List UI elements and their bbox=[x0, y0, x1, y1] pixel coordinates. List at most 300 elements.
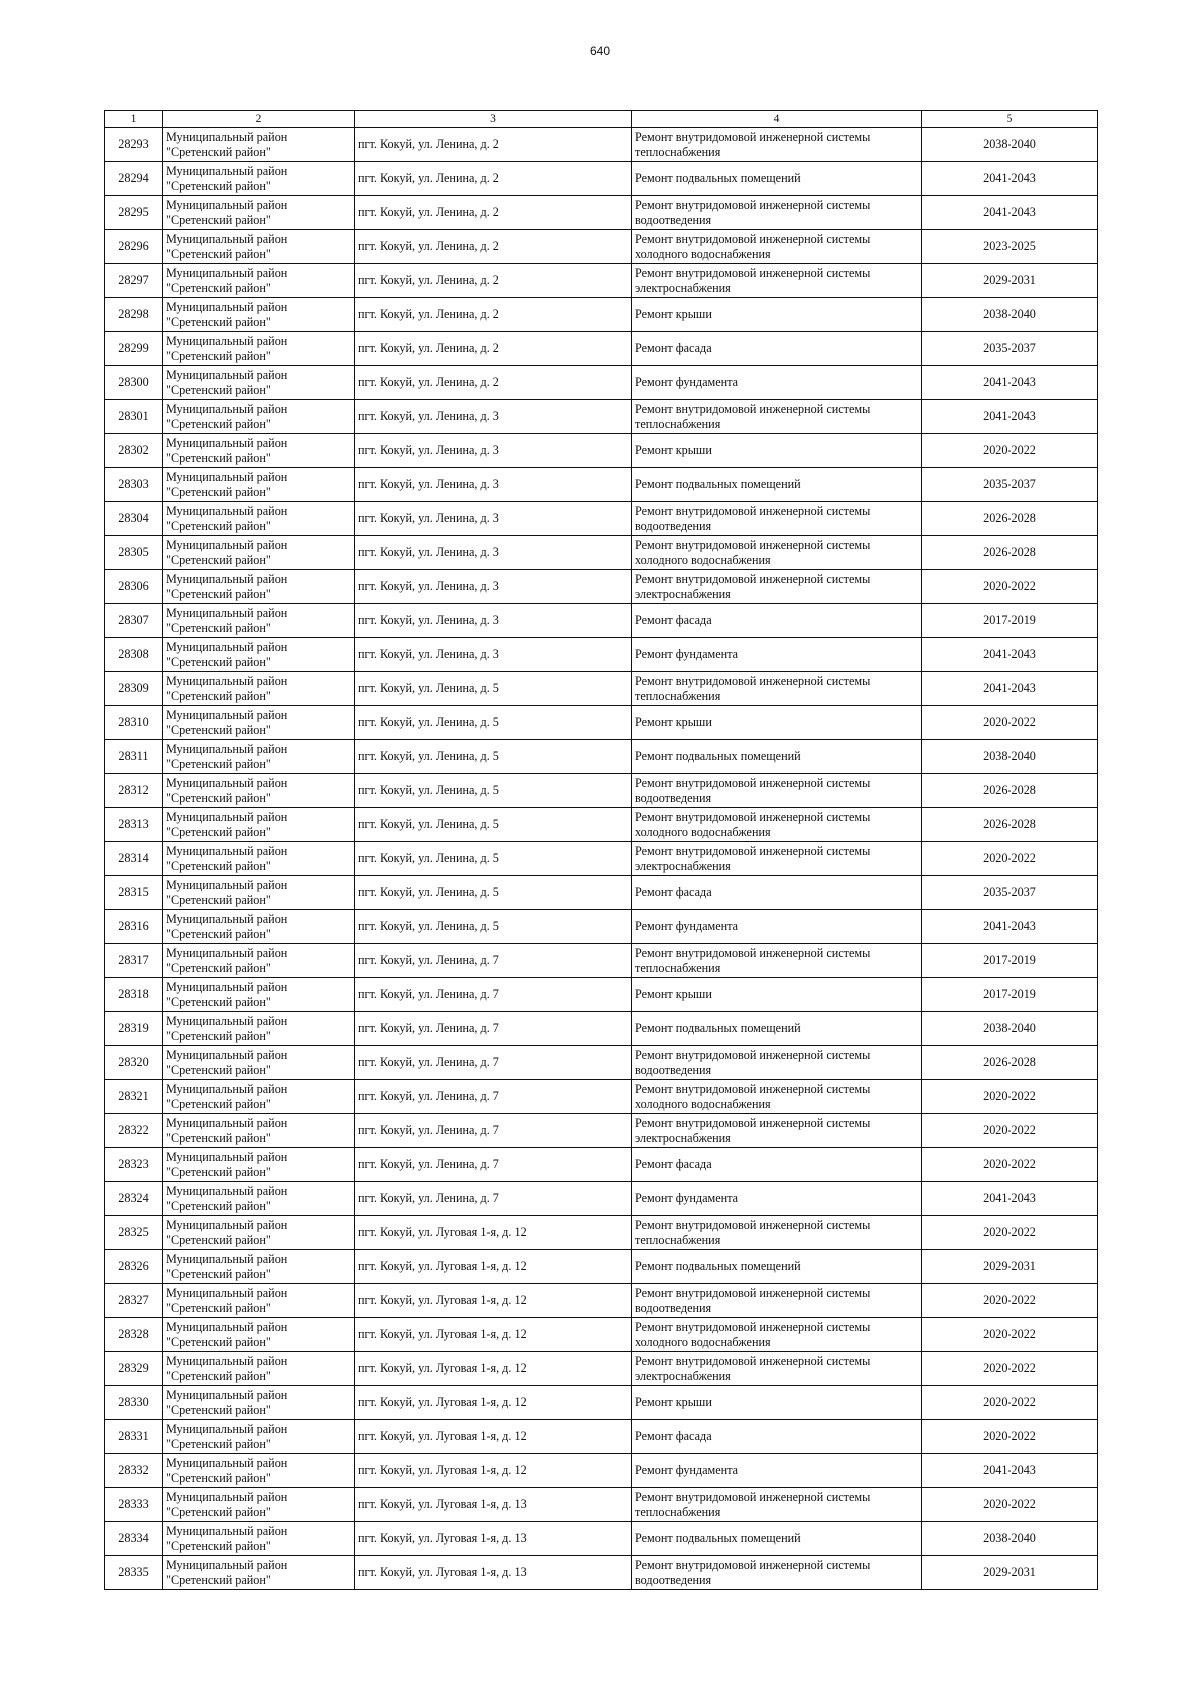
municipal-district bbox=[163, 1352, 355, 1386]
table-row bbox=[105, 1284, 1098, 1318]
district-name-line: "Сретенский район" bbox=[166, 552, 271, 567]
district-name-line: "Сретенский район" bbox=[166, 1300, 271, 1315]
building-address: пгт. Кокуй, ул. Ленина, д. 5 bbox=[355, 672, 632, 706]
district-type-line: Муниципальный район bbox=[166, 673, 288, 688]
record-number: 28331 bbox=[105, 1420, 163, 1454]
building-address: пгт. Кокуй, ул. Ленина, д. 5 bbox=[355, 740, 632, 774]
municipal-district bbox=[163, 1080, 355, 1114]
building-address: пгт. Кокуй, ул. Ленина, д. 2 bbox=[355, 162, 632, 196]
building-address: пгт. Кокуй, ул. Ленина, д. 7 bbox=[355, 1080, 632, 1114]
building-address: пгт. Кокуй, ул. Луговая 1-я, д. 12 bbox=[355, 1352, 632, 1386]
municipal-district bbox=[163, 910, 355, 944]
municipal-district bbox=[163, 1046, 355, 1080]
building-address: пгт. Кокуй, ул. Луговая 1-я, д. 12 bbox=[355, 1420, 632, 1454]
building-address: пгт. Кокуй, ул. Ленина, д. 2 bbox=[355, 298, 632, 332]
column-header-3: 3 bbox=[355, 111, 632, 128]
district-type-line: Муниципальный район bbox=[166, 265, 288, 280]
municipal-district bbox=[163, 774, 355, 808]
column-header-2: 2 bbox=[163, 111, 355, 128]
repair-work-type: Ремонт внутридомовой инженерной системы теплоснабжения bbox=[632, 672, 922, 706]
building-address: пгт. Кокуй, ул. Луговая 1-я, д. 12 bbox=[355, 1386, 632, 1420]
table-row bbox=[105, 468, 1098, 502]
repair-work-type: Ремонт фундамента bbox=[632, 1182, 922, 1216]
municipal-district bbox=[163, 1556, 355, 1590]
planned-period: 2038-2040 bbox=[922, 1012, 1098, 1046]
table-row bbox=[105, 774, 1098, 808]
district-name-line: "Сретенский район" bbox=[166, 1096, 271, 1111]
district-name-line: "Сретенский район" bbox=[166, 348, 271, 363]
record-number: 28318 bbox=[105, 978, 163, 1012]
municipal-district bbox=[163, 978, 355, 1012]
table-row bbox=[105, 570, 1098, 604]
district-type-line: Муниципальный район bbox=[166, 775, 288, 790]
record-number: 28297 bbox=[105, 264, 163, 298]
table-row bbox=[105, 332, 1098, 366]
record-number: 28327 bbox=[105, 1284, 163, 1318]
planned-period: 2020-2022 bbox=[922, 1216, 1098, 1250]
table-row bbox=[105, 298, 1098, 332]
municipal-district bbox=[163, 230, 355, 264]
building-address: пгт. Кокуй, ул. Луговая 1-я, д. 12 bbox=[355, 1284, 632, 1318]
repair-work-type: Ремонт внутридомовой инженерной системы водоотведения bbox=[632, 1284, 922, 1318]
district-name-line: "Сретенский район" bbox=[166, 450, 271, 465]
record-number: 28296 bbox=[105, 230, 163, 264]
record-number: 28335 bbox=[105, 1556, 163, 1590]
planned-period: 2041-2043 bbox=[922, 638, 1098, 672]
building-address: пгт. Кокуй, ул. Ленина, д. 7 bbox=[355, 1046, 632, 1080]
planned-period: 2038-2040 bbox=[922, 1522, 1098, 1556]
planned-period: 2020-2022 bbox=[922, 1284, 1098, 1318]
municipal-district bbox=[163, 672, 355, 706]
district-name-line: "Сретенский район" bbox=[166, 790, 271, 805]
municipal-district bbox=[163, 1148, 355, 1182]
municipal-district bbox=[163, 366, 355, 400]
district-type-line: Муниципальный район bbox=[166, 1149, 288, 1164]
municipal-district bbox=[163, 162, 355, 196]
record-number: 28324 bbox=[105, 1182, 163, 1216]
planned-period: 2020-2022 bbox=[922, 1148, 1098, 1182]
table-row bbox=[105, 1148, 1098, 1182]
repair-work-type: Ремонт внутридомовой инженерной системы теплоснабжения bbox=[632, 1488, 922, 1522]
repair-work-type: Ремонт внутридомовой инженерной системы теплоснабжения bbox=[632, 1216, 922, 1250]
district-name-line: "Сретенский район" bbox=[166, 1130, 271, 1145]
building-address: пгт. Кокуй, ул. Ленина, д. 3 bbox=[355, 400, 632, 434]
planned-period: 2038-2040 bbox=[922, 740, 1098, 774]
building-address: пгт. Кокуй, ул. Ленина, д. 3 bbox=[355, 434, 632, 468]
column-header-5: 5 bbox=[922, 111, 1098, 128]
table-row bbox=[105, 842, 1098, 876]
district-type-line: Муниципальный район bbox=[166, 435, 288, 450]
district-name-line: "Сретенский район" bbox=[166, 484, 271, 499]
district-name-line: "Сретенский район" bbox=[166, 1232, 271, 1247]
repair-work-type: Ремонт крыши bbox=[632, 1386, 922, 1420]
record-number: 28316 bbox=[105, 910, 163, 944]
district-name-line: "Сретенский район" bbox=[166, 1470, 271, 1485]
record-number: 28322 bbox=[105, 1114, 163, 1148]
municipal-district bbox=[163, 1522, 355, 1556]
record-number: 28320 bbox=[105, 1046, 163, 1080]
repair-work-type: Ремонт подвальных помещений bbox=[632, 162, 922, 196]
repair-work-type: Ремонт фундамента bbox=[632, 638, 922, 672]
table-row bbox=[105, 502, 1098, 536]
district-type-line: Муниципальный район bbox=[166, 537, 288, 552]
district-type-line: Муниципальный район bbox=[166, 1013, 288, 1028]
table-row bbox=[105, 230, 1098, 264]
planned-period: 2020-2022 bbox=[922, 1080, 1098, 1114]
planned-period: 2017-2019 bbox=[922, 978, 1098, 1012]
planned-period: 2020-2022 bbox=[922, 1318, 1098, 1352]
repair-work-type: Ремонт фасада bbox=[632, 604, 922, 638]
municipal-district bbox=[163, 1318, 355, 1352]
record-number: 28309 bbox=[105, 672, 163, 706]
planned-period: 2020-2022 bbox=[922, 842, 1098, 876]
district-name-line: "Сретенский район" bbox=[166, 586, 271, 601]
repair-work-type: Ремонт подвальных помещений bbox=[632, 1250, 922, 1284]
municipal-district bbox=[163, 570, 355, 604]
repair-work-type: Ремонт внутридомовой инженерной системы холодного водоснабжения bbox=[632, 808, 922, 842]
record-number: 28333 bbox=[105, 1488, 163, 1522]
district-type-line: Муниципальный район bbox=[166, 1285, 288, 1300]
municipal-district bbox=[163, 536, 355, 570]
district-name-line: "Сретенский район" bbox=[166, 722, 271, 737]
table-row bbox=[105, 1352, 1098, 1386]
repair-work-type: Ремонт крыши bbox=[632, 706, 922, 740]
district-type-line: Муниципальный район bbox=[166, 1421, 288, 1436]
record-number: 28330 bbox=[105, 1386, 163, 1420]
record-number: 28311 bbox=[105, 740, 163, 774]
repair-work-type: Ремонт внутридомовой инженерной системы теплоснабжения bbox=[632, 944, 922, 978]
district-type-line: Муниципальный район bbox=[166, 1523, 288, 1538]
table-row bbox=[105, 1386, 1098, 1420]
district-name-line: "Сретенский район" bbox=[166, 382, 271, 397]
repair-work-type: Ремонт фундамента bbox=[632, 1454, 922, 1488]
table-row bbox=[105, 1488, 1098, 1522]
district-type-line: Муниципальный район bbox=[166, 1353, 288, 1368]
planned-period: 2020-2022 bbox=[922, 1352, 1098, 1386]
repair-work-type: Ремонт фасада bbox=[632, 332, 922, 366]
district-name-line: "Сретенский район" bbox=[166, 144, 271, 159]
repair-work-type: Ремонт внутридомовой инженерной системы водоотведения bbox=[632, 196, 922, 230]
record-number: 28334 bbox=[105, 1522, 163, 1556]
table-row bbox=[105, 1556, 1098, 1590]
district-name-line: "Сретенский район" bbox=[166, 1572, 271, 1587]
planned-period: 2020-2022 bbox=[922, 1114, 1098, 1148]
table-row bbox=[105, 1454, 1098, 1488]
building-address: пгт. Кокуй, ул. Ленина, д. 3 bbox=[355, 604, 632, 638]
building-address: пгт. Кокуй, ул. Ленина, д. 2 bbox=[355, 230, 632, 264]
table-row bbox=[105, 1522, 1098, 1556]
building-address: пгт. Кокуй, ул. Ленина, д. 2 bbox=[355, 264, 632, 298]
table-row bbox=[105, 978, 1098, 1012]
table-row bbox=[105, 1216, 1098, 1250]
district-type-line: Муниципальный район bbox=[166, 231, 288, 246]
record-number: 28325 bbox=[105, 1216, 163, 1250]
repair-work-type: Ремонт фундамента bbox=[632, 366, 922, 400]
district-type-line: Муниципальный район bbox=[166, 1455, 288, 1470]
repair-work-type: Ремонт крыши bbox=[632, 434, 922, 468]
building-address: пгт. Кокуй, ул. Ленина, д. 2 bbox=[355, 196, 632, 230]
district-name-line: "Сретенский район" bbox=[166, 1368, 271, 1383]
building-address: пгт. Кокуй, ул. Ленина, д. 5 bbox=[355, 910, 632, 944]
record-number: 28308 bbox=[105, 638, 163, 672]
table-row bbox=[105, 264, 1098, 298]
municipal-district bbox=[163, 1012, 355, 1046]
planned-period: 2026-2028 bbox=[922, 536, 1098, 570]
record-number: 28313 bbox=[105, 808, 163, 842]
table-row bbox=[105, 128, 1098, 162]
repair-work-type: Ремонт внутридомовой инженерной системы водоотведения bbox=[632, 1046, 922, 1080]
table-row bbox=[105, 672, 1098, 706]
table-row bbox=[105, 944, 1098, 978]
municipal-district bbox=[163, 1284, 355, 1318]
table-row bbox=[105, 808, 1098, 842]
building-address: пгт. Кокуй, ул. Луговая 1-я, д. 13 bbox=[355, 1488, 632, 1522]
district-type-line: Муниципальный район bbox=[166, 911, 288, 926]
record-number: 28300 bbox=[105, 366, 163, 400]
district-name-line: "Сретенский район" bbox=[166, 654, 271, 669]
table-row bbox=[105, 400, 1098, 434]
repair-work-type: Ремонт подвальных помещений bbox=[632, 740, 922, 774]
district-type-line: Муниципальный район bbox=[166, 809, 288, 824]
municipal-district bbox=[163, 502, 355, 536]
district-type-line: Муниципальный район bbox=[166, 741, 288, 756]
district-type-line: Муниципальный район bbox=[166, 979, 288, 994]
record-number: 28307 bbox=[105, 604, 163, 638]
district-type-line: Муниципальный район bbox=[166, 605, 288, 620]
repair-work-type: Ремонт подвальных помещений bbox=[632, 1522, 922, 1556]
building-address: пгт. Кокуй, ул. Луговая 1-я, д. 13 bbox=[355, 1556, 632, 1590]
planned-period: 2023-2025 bbox=[922, 230, 1098, 264]
planned-period: 2038-2040 bbox=[922, 128, 1098, 162]
planned-period: 2041-2043 bbox=[922, 672, 1098, 706]
district-name-line: "Сретенский район" bbox=[166, 416, 271, 431]
district-name-line: "Сретенский район" bbox=[166, 1164, 271, 1179]
table-row bbox=[105, 434, 1098, 468]
municipal-district bbox=[163, 876, 355, 910]
municipal-district bbox=[163, 1420, 355, 1454]
district-name-line: "Сретенский район" bbox=[166, 1436, 271, 1451]
planned-period: 2017-2019 bbox=[922, 944, 1098, 978]
building-address: пгт. Кокуй, ул. Ленина, д. 3 bbox=[355, 570, 632, 604]
district-type-line: Муниципальный район bbox=[166, 1047, 288, 1062]
repair-work-type: Ремонт внутридомовой инженерной системы электроснабжения bbox=[632, 1114, 922, 1148]
record-number: 28328 bbox=[105, 1318, 163, 1352]
planned-period: 2035-2037 bbox=[922, 876, 1098, 910]
district-type-line: Муниципальный район bbox=[166, 197, 288, 212]
building-address: пгт. Кокуй, ул. Луговая 1-я, д. 13 bbox=[355, 1522, 632, 1556]
district-type-line: Муниципальный район bbox=[166, 843, 288, 858]
municipal-district bbox=[163, 434, 355, 468]
district-type-line: Муниципальный район bbox=[166, 163, 288, 178]
record-number: 28326 bbox=[105, 1250, 163, 1284]
municipal-district bbox=[163, 1250, 355, 1284]
municipal-district bbox=[163, 332, 355, 366]
district-type-line: Муниципальный район bbox=[166, 1217, 288, 1232]
record-number: 28315 bbox=[105, 876, 163, 910]
planned-period: 2020-2022 bbox=[922, 1386, 1098, 1420]
record-number: 28298 bbox=[105, 298, 163, 332]
table-row bbox=[105, 910, 1098, 944]
table-row bbox=[105, 876, 1098, 910]
repair-work-type: Ремонт крыши bbox=[632, 978, 922, 1012]
record-number: 28293 bbox=[105, 128, 163, 162]
district-name-line: "Сретенский район" bbox=[166, 212, 271, 227]
table-row bbox=[105, 740, 1098, 774]
district-type-line: Муниципальный район bbox=[166, 1557, 288, 1572]
planned-period: 2020-2022 bbox=[922, 706, 1098, 740]
repair-work-type: Ремонт внутридомовой инженерной системы электроснабжения bbox=[632, 842, 922, 876]
planned-period: 2041-2043 bbox=[922, 366, 1098, 400]
municipal-district bbox=[163, 638, 355, 672]
district-type-line: Муниципальный район bbox=[166, 1183, 288, 1198]
building-address: пгт. Кокуй, ул. Луговая 1-я, д. 12 bbox=[355, 1250, 632, 1284]
table-row bbox=[105, 162, 1098, 196]
column-header-1: 1 bbox=[105, 111, 163, 128]
district-type-line: Муниципальный район bbox=[166, 1081, 288, 1096]
record-number: 28321 bbox=[105, 1080, 163, 1114]
building-address: пгт. Кокуй, ул. Луговая 1-я, д. 12 bbox=[355, 1454, 632, 1488]
district-type-line: Муниципальный район bbox=[166, 1115, 288, 1130]
building-address: пгт. Кокуй, ул. Ленина, д. 3 bbox=[355, 638, 632, 672]
record-number: 28303 bbox=[105, 468, 163, 502]
planned-period: 2035-2037 bbox=[922, 332, 1098, 366]
district-type-line: Муниципальный район bbox=[166, 945, 288, 960]
repair-work-type: Ремонт внутридомовой инженерной системы холодного водоснабжения bbox=[632, 1318, 922, 1352]
building-address: пгт. Кокуй, ул. Ленина, д. 5 bbox=[355, 774, 632, 808]
table-row bbox=[105, 1250, 1098, 1284]
planned-period: 2041-2043 bbox=[922, 1182, 1098, 1216]
page-number: 640 bbox=[589, 44, 611, 58]
repair-work-type: Ремонт фасада bbox=[632, 1148, 922, 1182]
building-address: пгт. Кокуй, ул. Ленина, д. 7 bbox=[355, 1012, 632, 1046]
table-row bbox=[105, 1114, 1098, 1148]
record-number: 28317 bbox=[105, 944, 163, 978]
planned-period: 2026-2028 bbox=[922, 808, 1098, 842]
municipal-district bbox=[163, 842, 355, 876]
record-number: 28302 bbox=[105, 434, 163, 468]
table-row bbox=[105, 1012, 1098, 1046]
district-name-line: "Сретенский район" bbox=[166, 1538, 271, 1553]
building-address: пгт. Кокуй, ул. Ленина, д. 3 bbox=[355, 468, 632, 502]
district-name-line: "Сретенский район" bbox=[166, 756, 271, 771]
record-number: 28295 bbox=[105, 196, 163, 230]
district-name-line: "Сретенский район" bbox=[166, 1062, 271, 1077]
district-type-line: Муниципальный район bbox=[166, 877, 288, 892]
district-name-line: "Сретенский район" bbox=[166, 994, 271, 1009]
table-row bbox=[105, 536, 1098, 570]
building-address: пгт. Кокуй, ул. Ленина, д. 5 bbox=[355, 706, 632, 740]
repair-work-type: Ремонт внутридомовой инженерной системы электроснабжения bbox=[632, 264, 922, 298]
record-number: 28332 bbox=[105, 1454, 163, 1488]
district-name-line: "Сретенский район" bbox=[166, 1198, 271, 1213]
planned-period: 2020-2022 bbox=[922, 570, 1098, 604]
planned-period: 2038-2040 bbox=[922, 298, 1098, 332]
planned-period: 2020-2022 bbox=[922, 434, 1098, 468]
planned-period: 2020-2022 bbox=[922, 1420, 1098, 1454]
planned-period: 2041-2043 bbox=[922, 196, 1098, 230]
building-address: пгт. Кокуй, ул. Ленина, д. 7 bbox=[355, 1148, 632, 1182]
repair-schedule-table bbox=[104, 110, 1098, 1590]
repair-work-type: Ремонт внутридомовой инженерной системы теплоснабжения bbox=[632, 400, 922, 434]
district-name-line: "Сретенский район" bbox=[166, 178, 271, 193]
municipal-district bbox=[163, 264, 355, 298]
repair-work-type: Ремонт фасада bbox=[632, 876, 922, 910]
record-number: 28312 bbox=[105, 774, 163, 808]
district-name-line: "Сретенский район" bbox=[166, 1504, 271, 1519]
building-address: пгт. Кокуй, ул. Ленина, д. 5 bbox=[355, 808, 632, 842]
municipal-district bbox=[163, 298, 355, 332]
building-address: пгт. Кокуй, ул. Ленина, д. 7 bbox=[355, 1182, 632, 1216]
repair-work-type: Ремонт внутридомовой инженерной системы водоотведения bbox=[632, 774, 922, 808]
building-address: пгт. Кокуй, ул. Ленина, д. 5 bbox=[355, 876, 632, 910]
district-name-line: "Сретенский район" bbox=[166, 688, 271, 703]
repair-work-type: Ремонт внутридомовой инженерной системы электроснабжения bbox=[632, 1352, 922, 1386]
district-name-line: "Сретенский район" bbox=[166, 1402, 271, 1417]
planned-period: 2026-2028 bbox=[922, 774, 1098, 808]
district-type-line: Муниципальный район bbox=[166, 469, 288, 484]
municipal-district bbox=[163, 196, 355, 230]
district-type-line: Муниципальный район bbox=[166, 333, 288, 348]
district-name-line: "Сретенский район" bbox=[166, 960, 271, 975]
record-number: 28304 bbox=[105, 502, 163, 536]
table-row bbox=[105, 1046, 1098, 1080]
municipal-district bbox=[163, 400, 355, 434]
record-number: 28294 bbox=[105, 162, 163, 196]
district-type-line: Муниципальный район bbox=[166, 129, 288, 144]
planned-period: 2020-2022 bbox=[922, 1488, 1098, 1522]
planned-period: 2041-2043 bbox=[922, 400, 1098, 434]
district-type-line: Муниципальный район bbox=[166, 503, 288, 518]
municipal-district bbox=[163, 604, 355, 638]
planned-period: 2041-2043 bbox=[922, 910, 1098, 944]
repair-work-type: Ремонт внутридомовой инженерной системы электроснабжения bbox=[632, 570, 922, 604]
building-address: пгт. Кокуй, ул. Ленина, д. 5 bbox=[355, 842, 632, 876]
district-name-line: "Сретенский район" bbox=[166, 892, 271, 907]
planned-period: 2017-2019 bbox=[922, 604, 1098, 638]
municipal-district bbox=[163, 706, 355, 740]
planned-period: 2029-2031 bbox=[922, 1556, 1098, 1590]
table-row bbox=[105, 1080, 1098, 1114]
record-number: 28319 bbox=[105, 1012, 163, 1046]
column-number-row bbox=[105, 111, 1098, 128]
planned-period: 2029-2031 bbox=[922, 1250, 1098, 1284]
record-number: 28305 bbox=[105, 536, 163, 570]
district-type-line: Муниципальный район bbox=[166, 1251, 288, 1266]
record-number: 28301 bbox=[105, 400, 163, 434]
district-name-line: "Сретенский район" bbox=[166, 314, 271, 329]
municipal-district bbox=[163, 1386, 355, 1420]
district-type-line: Муниципальный район bbox=[166, 401, 288, 416]
table-row bbox=[105, 638, 1098, 672]
record-number: 28314 bbox=[105, 842, 163, 876]
building-address: пгт. Кокуй, ул. Ленина, д. 3 bbox=[355, 502, 632, 536]
repair-work-type: Ремонт фундамента bbox=[632, 910, 922, 944]
column-header-4: 4 bbox=[632, 111, 922, 128]
table-row bbox=[105, 604, 1098, 638]
table-row bbox=[105, 196, 1098, 230]
building-address: пгт. Кокуй, ул. Ленина, д. 7 bbox=[355, 1114, 632, 1148]
municipal-district bbox=[163, 1488, 355, 1522]
record-number: 28306 bbox=[105, 570, 163, 604]
planned-period: 2026-2028 bbox=[922, 1046, 1098, 1080]
municipal-district bbox=[163, 944, 355, 978]
record-number: 28299 bbox=[105, 332, 163, 366]
district-name-line: "Сретенский район" bbox=[166, 1028, 271, 1043]
district-type-line: Муниципальный район bbox=[166, 571, 288, 586]
repair-work-type: Ремонт крыши bbox=[632, 298, 922, 332]
district-name-line: "Сретенский район" bbox=[166, 824, 271, 839]
planned-period: 2035-2037 bbox=[922, 468, 1098, 502]
